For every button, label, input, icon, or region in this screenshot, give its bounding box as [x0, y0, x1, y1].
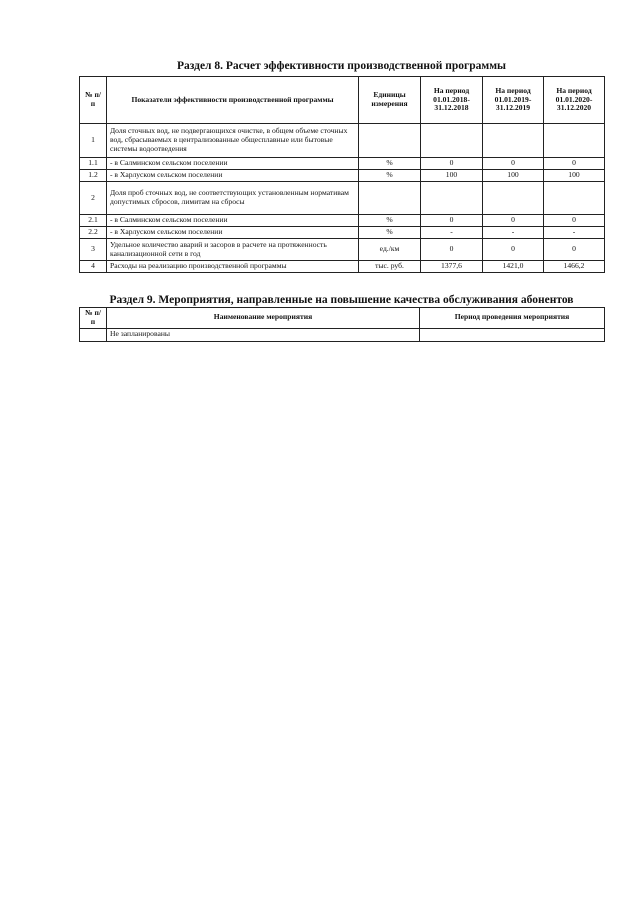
- indicator-name: Доля сточных вод, не подвергающихся очистке, в общем объеме сточных вод, сбрасываемых в централизованные общесплавные или бытовые системы водоотведения: [107, 124, 359, 158]
- section-9-title: Раздел 9. Мероприятия, направленные на повышение качества обслуживания абонентов: [109, 294, 574, 306]
- unit-cell: %: [359, 170, 421, 182]
- header-measure-name: Наименование мероприятия: [107, 308, 420, 329]
- table-row: [80, 239, 605, 261]
- value-2019: 0: [483, 215, 544, 227]
- unit-cell: %: [359, 227, 421, 239]
- table-row: [80, 170, 605, 182]
- value-2019: [483, 124, 544, 158]
- table-row: [80, 215, 605, 227]
- value-2019: 0: [483, 239, 544, 261]
- indicator-name: - в Харлуском сельском поселении: [107, 170, 359, 182]
- value-2019: 0: [483, 158, 544, 170]
- header-period-2020: На период 01.01.2020-31.12.2020: [544, 77, 605, 124]
- indicator-name: Расходы на реализацию производственной программы: [107, 261, 359, 273]
- header-num: № п/п: [80, 308, 107, 329]
- unit-cell: ед./км: [359, 239, 421, 261]
- value-2020: 0: [544, 215, 605, 227]
- value-2020: 0: [544, 158, 605, 170]
- table-row: [80, 182, 605, 215]
- value-2018: -: [421, 227, 483, 239]
- indicator-name: - в Харлуском сельском поселении: [107, 227, 359, 239]
- value-2018: 1377,6: [421, 261, 483, 273]
- value-2020: -: [544, 227, 605, 239]
- header-unit: Единицы измерения: [359, 77, 421, 124]
- row-number: 1.2: [80, 170, 107, 182]
- header-indicator: Показатели эффективности производственной программы: [107, 77, 359, 124]
- header-period-2018: На период 01.01.2018-31.12.2018: [421, 77, 483, 124]
- value-2020: 0: [544, 239, 605, 261]
- value-2019: [483, 182, 544, 215]
- unit-cell: %: [359, 158, 421, 170]
- value-2019: 100: [483, 170, 544, 182]
- value-2018: 0: [421, 239, 483, 261]
- value-2018: 100: [421, 170, 483, 182]
- indicator-name: Доля проб сточных вод, не соответствующих установленным нормативам допустимых сбросов, лимитам на сбросы: [107, 182, 359, 215]
- value-2020: [544, 182, 605, 215]
- unit-cell: [359, 182, 421, 215]
- indicator-name: - в Салминском сельском поселении: [107, 215, 359, 227]
- table-row: [80, 328, 605, 341]
- value-2018: 0: [421, 215, 483, 227]
- value-2019: -: [483, 227, 544, 239]
- row-number: 1: [80, 124, 107, 158]
- measure-name: Не запланированы: [107, 328, 420, 341]
- unit-cell: [359, 124, 421, 158]
- measure-period: [420, 328, 605, 341]
- indicator-name: Удельное количество аварий и засоров в расчете на протяженность канализационной сети в год: [107, 239, 359, 261]
- value-2018: [421, 124, 483, 158]
- table-header-row: [80, 308, 605, 329]
- header-period-2019: На период 01.01.2019-31.12.2019: [483, 77, 544, 124]
- value-2018: 0: [421, 158, 483, 170]
- efficiency-table: [79, 76, 605, 273]
- row-number: 1.1: [80, 158, 107, 170]
- value-2019: 1421,0: [483, 261, 544, 273]
- table-row: [80, 158, 605, 170]
- value-2020: [544, 124, 605, 158]
- row-number: 3: [80, 239, 107, 261]
- measures-table: [79, 307, 605, 342]
- row-number: 2.2: [80, 227, 107, 239]
- indicator-name: - в Салминском сельском поселении: [107, 158, 359, 170]
- table-row: [80, 227, 605, 239]
- row-number: 2: [80, 182, 107, 215]
- section-8-title: Раздел 8. Расчет эффективности производственной программы: [176, 60, 507, 72]
- value-2018: [421, 182, 483, 215]
- table-header-row: [80, 77, 605, 124]
- row-number: [80, 328, 107, 341]
- table-row: [80, 261, 605, 273]
- value-2020: 1466,2: [544, 261, 605, 273]
- value-2020: 100: [544, 170, 605, 182]
- unit-cell: %: [359, 215, 421, 227]
- header-measure-period: Период проведения мероприятия: [420, 308, 605, 329]
- header-num: № п/п: [80, 77, 107, 124]
- unit-cell: тыс. руб.: [359, 261, 421, 273]
- row-number: 4: [80, 261, 107, 273]
- row-number: 2.1: [80, 215, 107, 227]
- table-row: [80, 124, 605, 158]
